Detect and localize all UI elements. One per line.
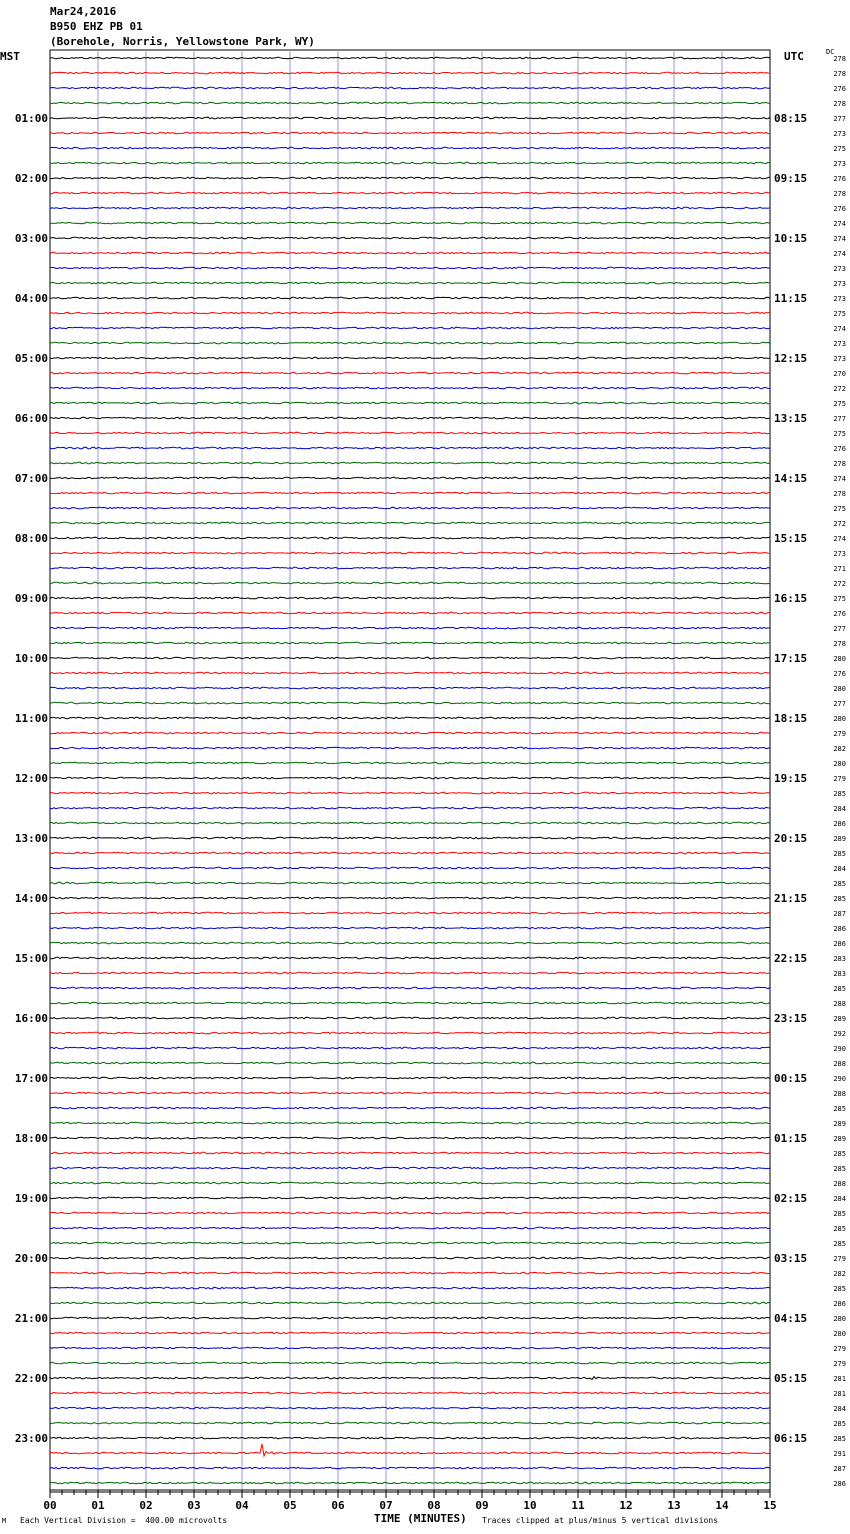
dc-offset-label: 290 — [833, 1045, 846, 1053]
x-tick-label: 06 — [331, 1499, 345, 1512]
dc-offset-label: 286 — [833, 1480, 846, 1488]
x-tick-label: 00 — [43, 1499, 57, 1512]
seismic-trace — [50, 687, 770, 689]
seismic-trace — [50, 282, 770, 284]
utc-hour-label: 06:15 — [774, 1432, 808, 1445]
seismic-trace — [50, 117, 770, 119]
dc-offset-label: 286 — [833, 940, 846, 948]
plot-frame — [50, 50, 770, 1492]
dc-offset-label: 277 — [833, 115, 846, 123]
mst-hour-label: 05:00 — [14, 352, 48, 365]
mst-hour-label: 22:00 — [14, 1372, 48, 1385]
dc-offset-label: 276 — [833, 205, 846, 213]
dc-offset-label: 278 — [833, 55, 846, 63]
mst-hour-label: 20:00 — [14, 1252, 48, 1265]
dc-offset-label: 273 — [833, 280, 846, 288]
mst-hour-label: 09:00 — [14, 592, 48, 605]
seismic-trace — [50, 1122, 770, 1124]
right-timezone-label: UTC — [784, 50, 804, 63]
dc-offset-label: 276 — [833, 175, 846, 183]
dc-offset-label: 272 — [833, 385, 846, 393]
x-tick-label: 12 — [619, 1499, 633, 1512]
mst-hour-label: 08:00 — [14, 532, 48, 545]
dc-offset-label: 279 — [833, 730, 846, 738]
seismic-trace — [50, 162, 770, 164]
dc-offset-label: 280 — [833, 1315, 846, 1323]
clipping-note: Traces clipped at plus/minus 5 vertical divisions — [482, 1516, 719, 1525]
dc-offset-label: 274 — [833, 235, 846, 243]
mst-hour-label: 07:00 — [14, 472, 48, 485]
dc-offset-label: 271 — [833, 565, 846, 573]
seismic-trace — [50, 852, 770, 854]
dc-offset-label: 273 — [833, 340, 846, 348]
seismic-trace — [50, 1182, 770, 1184]
dc-offset-label: 275 — [833, 145, 846, 153]
seismic-trace — [50, 522, 770, 524]
dc-offset-label: 285 — [833, 985, 846, 993]
utc-hour-label: 22:15 — [774, 952, 808, 965]
dc-offset-label: 280 — [833, 760, 846, 768]
chart-date: Mar24,2016 — [50, 5, 117, 18]
station-location: (Borehole, Norris, Yellowstone Park, WY) — [50, 35, 315, 48]
dc-offset-label: 283 — [833, 970, 846, 978]
dc-offset-header: DC — [826, 48, 835, 56]
utc-hour-label: 19:15 — [774, 772, 808, 785]
seismic-trace — [50, 1407, 770, 1409]
dc-offset-label: 292 — [833, 1030, 846, 1038]
mst-hour-label: 15:00 — [14, 952, 48, 965]
seismic-trace — [50, 1227, 770, 1229]
seismic-trace — [50, 1347, 770, 1349]
dc-offset-label: 289 — [833, 835, 846, 843]
seismic-trace — [50, 312, 770, 314]
seismic-trace — [50, 192, 770, 194]
utc-hour-label: 16:15 — [774, 592, 808, 605]
utc-hour-label: 04:15 — [774, 1312, 808, 1325]
dc-offset-label: 288 — [833, 1000, 846, 1008]
seismic-trace — [50, 57, 770, 59]
x-tick-label: 14 — [715, 1499, 729, 1512]
dc-offset-label: 285 — [833, 1210, 846, 1218]
dc-offset-label: 289 — [833, 1015, 846, 1023]
mst-hour-label: 21:00 — [14, 1312, 48, 1325]
vertical-division-note: Each Vertical Division = 400.00 microvolts — [20, 1516, 228, 1525]
dc-offset-label: 287 — [833, 910, 846, 918]
dc-offset-label: 276 — [833, 610, 846, 618]
seismic-trace — [50, 927, 770, 929]
dc-offset-label: 277 — [833, 415, 846, 423]
dc-offset-label: 284 — [833, 805, 846, 813]
dc-offset-label: 285 — [833, 1435, 846, 1443]
seismic-trace — [50, 1137, 770, 1139]
seismic-trace — [50, 612, 770, 614]
seismic-trace — [50, 252, 770, 254]
dc-offset-label: 285 — [833, 790, 846, 798]
dc-offset-label: 278 — [833, 460, 846, 468]
dc-offset-label: 273 — [833, 550, 846, 558]
seismic-trace — [50, 582, 770, 584]
dc-offset-label: 275 — [833, 310, 846, 318]
seismic-trace — [50, 372, 770, 374]
dc-offset-label: 273 — [833, 130, 846, 138]
x-tick-label: 09 — [475, 1499, 489, 1512]
x-tick-label: 05 — [283, 1499, 297, 1512]
dc-offset-label: 275 — [833, 505, 846, 513]
dc-offset-label: 286 — [833, 1300, 846, 1308]
dc-offset-label: 290 — [833, 1075, 846, 1083]
utc-hour-label: 10:15 — [774, 232, 808, 245]
seismic-trace — [50, 807, 770, 809]
dc-offset-label: 274 — [833, 325, 846, 333]
x-tick-label: 04 — [235, 1499, 249, 1512]
station-name: B950 EHZ PB 01 — [50, 20, 143, 33]
seismic-trace — [50, 267, 770, 269]
dc-offset-label: 284 — [833, 1195, 846, 1203]
dc-offset-label: 280 — [833, 685, 846, 693]
seismic-trace — [50, 1317, 770, 1319]
dc-offset-label: 279 — [833, 1360, 846, 1368]
dc-offset-label: 285 — [833, 1285, 846, 1293]
mst-hour-label: 10:00 — [14, 652, 48, 665]
seismic-trace — [50, 432, 770, 434]
dc-offset-label: 272 — [833, 580, 846, 588]
dc-offset-label: 291 — [833, 1450, 846, 1458]
x-tick-label: 11 — [571, 1499, 585, 1512]
utc-hour-label: 15:15 — [774, 532, 808, 545]
dc-offset-label: 280 — [833, 715, 846, 723]
dc-offset-label: 288 — [833, 1180, 846, 1188]
dc-offset-label: 280 — [833, 655, 846, 663]
dc-offset-label: 274 — [833, 475, 846, 483]
utc-hour-label: 11:15 — [774, 292, 808, 305]
seismic-trace — [50, 87, 770, 89]
utc-hour-label: 18:15 — [774, 712, 808, 725]
mst-hour-label: 14:00 — [14, 892, 48, 905]
dc-offset-label: 285 — [833, 1240, 846, 1248]
seismic-trace — [50, 492, 770, 494]
dc-offset-label: 273 — [833, 355, 846, 363]
x-tick-label: 07 — [379, 1499, 393, 1512]
left-timezone-label: MST — [0, 50, 20, 63]
x-tick-label: 03 — [187, 1499, 201, 1512]
mst-hour-label: 23:00 — [14, 1432, 48, 1445]
seismic-trace — [50, 387, 770, 389]
dc-offset-label: 272 — [833, 520, 846, 528]
seismic-trace — [50, 357, 770, 359]
seismic-trace — [50, 762, 770, 764]
utc-hour-label: 08:15 — [774, 112, 808, 125]
seismic-trace — [50, 342, 770, 344]
dc-offset-label: 280 — [833, 1330, 846, 1338]
seismic-trace — [50, 1002, 770, 1004]
dc-offset-label: 276 — [833, 85, 846, 93]
seismic-trace — [50, 957, 770, 959]
dc-offset-label: 279 — [833, 1255, 846, 1263]
x-tick-label: 15 — [763, 1499, 777, 1512]
x-tick-label: 08 — [427, 1499, 441, 1512]
utc-hour-label: 01:15 — [774, 1132, 808, 1145]
seismic-trace — [50, 942, 770, 944]
seismic-trace — [50, 642, 770, 644]
seismic-trace — [50, 1287, 770, 1289]
utc-hour-label: 12:15 — [774, 352, 808, 365]
mst-hour-label: 03:00 — [14, 232, 48, 245]
seismic-trace — [50, 132, 770, 134]
seismic-trace — [50, 1362, 770, 1364]
seismic-trace — [50, 657, 770, 659]
seismic-trace — [50, 1482, 770, 1484]
seismic-trace — [50, 1392, 770, 1394]
dc-offset-label: 277 — [833, 700, 846, 708]
dc-offset-label: 274 — [833, 535, 846, 543]
seismic-trace — [50, 1047, 770, 1049]
dc-offset-label: 281 — [833, 1375, 846, 1383]
x-tick-label: 10 — [523, 1499, 537, 1512]
seismic-trace — [50, 1017, 770, 1019]
utc-hour-label: 20:15 — [774, 832, 808, 845]
dc-offset-label: 289 — [833, 1135, 846, 1143]
mst-hour-label: 06:00 — [14, 412, 48, 425]
seismic-trace — [50, 1272, 770, 1274]
seismic-trace — [50, 552, 770, 554]
seismic-trace — [50, 987, 770, 989]
seismic-trace — [50, 717, 770, 719]
seismic-trace — [50, 597, 770, 599]
mst-hour-label: 18:00 — [14, 1132, 48, 1145]
utc-hour-label: 14:15 — [774, 472, 808, 485]
seismic-trace — [50, 1332, 770, 1334]
dc-offset-label: 274 — [833, 220, 846, 228]
seismic-trace — [50, 1467, 770, 1469]
seismic-trace — [50, 792, 770, 794]
dc-offset-label: 278 — [833, 70, 846, 78]
dc-offset-label: 273 — [833, 295, 846, 303]
dc-offset-label: 279 — [833, 1345, 846, 1353]
mst-hour-label: 12:00 — [14, 772, 48, 785]
dc-offset-label: 282 — [833, 745, 846, 753]
dc-offset-label: 283 — [833, 955, 846, 963]
x-axis-title: TIME (MINUTES) — [374, 1512, 467, 1525]
dc-offset-label: 285 — [833, 1420, 846, 1428]
x-tick-label: 13 — [667, 1499, 681, 1512]
dc-offset-label: 286 — [833, 925, 846, 933]
seismic-trace — [50, 327, 770, 329]
dc-offset-label: 284 — [833, 865, 846, 873]
mst-hour-label: 13:00 — [14, 832, 48, 845]
dc-offset-label: 284 — [833, 1405, 846, 1413]
seismic-trace — [50, 417, 770, 419]
utc-hour-label: 23:15 — [774, 1012, 808, 1025]
dc-offset-label: 275 — [833, 430, 846, 438]
dc-offset-label: 285 — [833, 850, 846, 858]
seismic-trace — [50, 777, 770, 779]
dc-offset-label: 285 — [833, 880, 846, 888]
dc-offset-label: 278 — [833, 100, 846, 108]
dc-offset-label: 288 — [833, 1060, 846, 1068]
seismic-trace — [50, 567, 770, 569]
mst-hour-label: 19:00 — [14, 1192, 48, 1205]
dc-offset-label: 276 — [833, 670, 846, 678]
dc-offset-label: 276 — [833, 445, 846, 453]
utc-hour-label: 05:15 — [774, 1372, 808, 1385]
utc-hour-label: 17:15 — [774, 652, 808, 665]
seismic-trace — [50, 1437, 770, 1439]
dc-offset-label: 285 — [833, 1105, 846, 1113]
seismic-trace — [50, 1377, 770, 1380]
seismic-trace — [50, 1077, 770, 1079]
dc-offset-label: 278 — [833, 640, 846, 648]
mst-hour-label: 11:00 — [14, 712, 48, 725]
seismic-trace — [50, 867, 770, 869]
seismic-trace — [50, 897, 770, 899]
mst-hour-label: 02:00 — [14, 172, 48, 185]
seismic-trace — [50, 447, 770, 449]
dc-offset-label: 273 — [833, 160, 846, 168]
utc-hour-label: 09:15 — [774, 172, 808, 185]
dc-offset-label: 275 — [833, 400, 846, 408]
utc-hour-label: 21:15 — [774, 892, 808, 905]
dc-offset-label: 274 — [833, 250, 846, 258]
seismic-trace — [50, 1422, 770, 1424]
seismic-trace — [50, 672, 770, 674]
seismic-trace — [50, 1167, 770, 1169]
dc-offset-label: 277 — [833, 625, 846, 633]
seismic-trace — [50, 1152, 770, 1154]
dc-offset-label: 281 — [833, 1390, 846, 1398]
seismic-trace — [50, 237, 770, 239]
dc-offset-label: 275 — [833, 595, 846, 603]
x-tick-label: 01 — [91, 1499, 105, 1512]
seismic-trace — [50, 732, 770, 734]
seismic-trace — [50, 462, 770, 464]
utc-hour-label: 03:15 — [774, 1252, 808, 1265]
dc-offset-label: 285 — [833, 1165, 846, 1173]
seismic-trace — [50, 297, 770, 299]
dc-offset-label: 278 — [833, 190, 846, 198]
dc-offset-label: 285 — [833, 1150, 846, 1158]
utc-hour-label: 00:15 — [774, 1072, 808, 1085]
seismic-trace — [50, 1092, 770, 1094]
seismic-trace — [50, 1212, 770, 1214]
seismic-trace — [50, 1242, 770, 1244]
dc-offset-label: 286 — [833, 820, 846, 828]
seismic-trace — [50, 912, 770, 914]
corner-mark: M — [2, 1517, 7, 1525]
seismic-trace — [50, 1302, 770, 1304]
mst-hour-label: 01:00 — [14, 112, 48, 125]
seismic-trace — [50, 72, 770, 74]
seismic-trace — [50, 822, 770, 824]
dc-offset-label: 279 — [833, 775, 846, 783]
seismic-trace — [50, 627, 770, 629]
dc-offset-label: 288 — [833, 1090, 846, 1098]
seismic-trace — [50, 1107, 770, 1109]
utc-hour-label: 13:15 — [774, 412, 808, 425]
seismic-trace — [50, 702, 770, 704]
seismic-trace — [50, 402, 770, 404]
utc-hour-label: 02:15 — [774, 1192, 808, 1205]
seismic-trace — [50, 837, 770, 839]
seismic-trace — [50, 1062, 770, 1064]
seismic-trace — [50, 477, 770, 479]
seismic-trace — [50, 972, 770, 974]
seismic-trace — [50, 207, 770, 209]
seismic-trace — [50, 882, 770, 884]
x-tick-label: 02 — [139, 1499, 153, 1512]
seismic-trace — [50, 1444, 770, 1456]
mst-hour-label: 04:00 — [14, 292, 48, 305]
mst-hour-label: 17:00 — [14, 1072, 48, 1085]
seismic-trace — [50, 1197, 770, 1199]
dc-offset-label: 270 — [833, 370, 846, 378]
dc-offset-label: 285 — [833, 1225, 846, 1233]
dc-offset-label: 273 — [833, 265, 846, 273]
dc-offset-label: 285 — [833, 895, 846, 903]
seismic-trace — [50, 222, 770, 224]
seismic-trace — [50, 147, 770, 149]
dc-offset-label: 278 — [833, 490, 846, 498]
seismic-trace — [50, 507, 770, 509]
seismic-trace — [50, 1257, 770, 1259]
dc-offset-label: 289 — [833, 1120, 846, 1128]
seismic-trace — [50, 537, 770, 539]
seismic-trace — [50, 1032, 770, 1034]
seismic-trace — [50, 747, 770, 749]
mst-hour-label: 16:00 — [14, 1012, 48, 1025]
seismic-trace — [50, 102, 770, 104]
seismic-trace — [50, 177, 770, 179]
dc-offset-label: 287 — [833, 1465, 846, 1473]
dc-offset-label: 282 — [833, 1270, 846, 1278]
